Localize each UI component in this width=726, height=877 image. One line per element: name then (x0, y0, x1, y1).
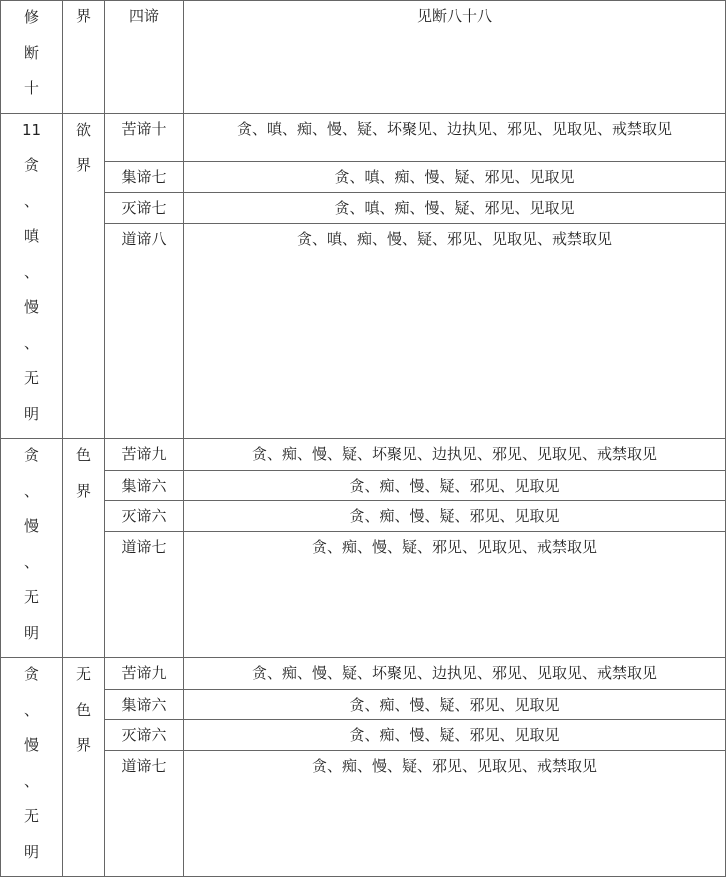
affliction-list: 贪、痴、慢、疑、坏聚见、边执见、邪见、见取见、戒禁取见 (184, 658, 726, 690)
group3-char: 、 (23, 771, 39, 790)
group1-char: 、 (23, 333, 39, 352)
group1-char: 嗔 (23, 227, 39, 245)
truth-label: 集谛六 (105, 470, 184, 501)
truth-label: 道谛七 (105, 532, 184, 658)
group3-realm-char: 无 (75, 665, 91, 683)
affliction-list: 贪、嗔、痴、慢、疑、坏聚见、边执见、邪见、见取见、戒禁取见 (184, 113, 726, 162)
group1-char: 慢 (23, 298, 39, 316)
header-row (1, 1, 726, 114)
table-row (1, 720, 726, 751)
group1-char: 无 (23, 369, 39, 387)
group1-char: 11 (21, 120, 42, 139)
truth-label: 灭谛七 (105, 193, 184, 224)
table-row (1, 689, 726, 720)
affliction-list: 贪、痴、慢、疑、邪见、见取见 (184, 470, 726, 501)
truth-label: 灭谛六 (105, 720, 184, 751)
group3-char: 、 (23, 700, 39, 719)
affliction-list: 贪、痴、慢、疑、邪见、见取见 (184, 501, 726, 532)
header-four-truths: 四谛 (105, 1, 184, 114)
table-row (1, 113, 726, 162)
group3-char: 明 (23, 842, 39, 861)
group3-char: 慢 (23, 736, 39, 754)
table-row (1, 439, 726, 471)
group2-char: 、 (23, 552, 39, 571)
group1-realm-cell (63, 113, 105, 439)
group3-realm-cell (63, 658, 105, 877)
truth-label: 苦谛十 (105, 113, 184, 162)
affliction-list: 贪、痴、慢、疑、邪见、见取见、戒禁取见 (184, 751, 726, 877)
header-realm: 界 (63, 1, 105, 114)
affliction-list: 贪、痴、慢、疑、邪见、见取见 (184, 720, 726, 751)
group2-realm-char: 色 (75, 446, 91, 464)
truth-label: 道谛七 (105, 751, 184, 877)
affliction-list: 贪、痴、慢、疑、邪见、见取见 (184, 689, 726, 720)
group1-char: 明 (23, 404, 39, 423)
group2-cultivation-cell (1, 439, 63, 658)
group3-realm-char: 界 (75, 736, 91, 754)
table-row (1, 223, 726, 438)
table-row (1, 751, 726, 877)
header-cultivation-char-1: 修 (23, 8, 39, 26)
truth-label: 苦谛九 (105, 439, 184, 471)
table-row (1, 162, 726, 193)
group3-char: 无 (23, 807, 39, 825)
table-row (1, 658, 726, 690)
group1-cultivation-cell (1, 113, 63, 439)
table-row (1, 470, 726, 501)
group2-char: 贪 (23, 446, 39, 464)
group1-char: 、 (23, 191, 39, 210)
truth-label: 灭谛六 (105, 501, 184, 532)
group2-char: 明 (23, 623, 39, 642)
group1-char: 、 (23, 262, 39, 281)
group3-cultivation-cell (1, 658, 63, 877)
header-view-afflictions: 见断八十八 (184, 1, 726, 114)
table-row (1, 501, 726, 532)
truth-label: 苦谛九 (105, 658, 184, 690)
group3-char: 贪 (23, 665, 39, 683)
affliction-list: 贪、嗔、痴、慢、疑、邪见、见取见 (184, 162, 726, 193)
group2-char: 无 (23, 588, 39, 606)
group1-realm-char: 欲 (75, 120, 91, 139)
header-cultivation-char-3: 十 (23, 79, 39, 97)
truth-label: 道谛八 (105, 223, 184, 438)
group2-realm-char: 界 (75, 481, 91, 500)
header-cultivation-cell (1, 1, 63, 114)
truth-label: 集谛六 (105, 689, 184, 720)
group2-char: 、 (23, 481, 39, 500)
group2-char: 慢 (23, 517, 39, 535)
group2-realm-cell (63, 439, 105, 658)
group1-char: 贪 (23, 156, 39, 174)
group3-realm-char: 色 (75, 700, 91, 719)
affliction-list: 贪、嗔、痴、慢、疑、邪见、见取见、戒禁取见 (184, 223, 726, 438)
affliction-list: 贪、嗔、痴、慢、疑、邪见、见取见 (184, 193, 726, 224)
affliction-list: 贪、痴、慢、疑、邪见、见取见、戒禁取见 (184, 532, 726, 658)
table-row (1, 532, 726, 658)
truth-label: 集谛七 (105, 162, 184, 193)
table-row (1, 193, 726, 224)
header-cultivation-char-2: 断 (23, 43, 39, 62)
group1-realm-char: 界 (75, 156, 91, 174)
affliction-list: 贪、痴、慢、疑、坏聚见、边执见、邪见、见取见、戒禁取见 (184, 439, 726, 471)
